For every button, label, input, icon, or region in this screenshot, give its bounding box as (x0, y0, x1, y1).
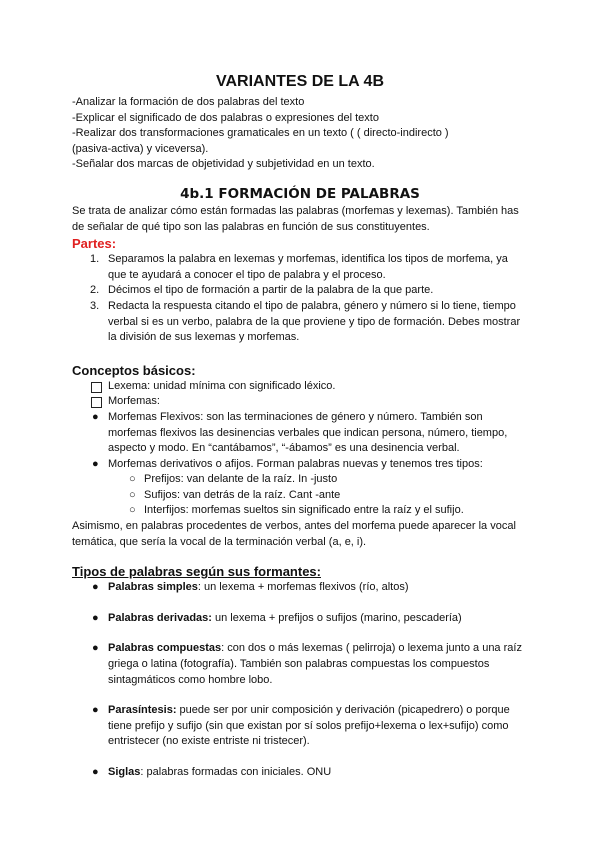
bullet-icon: ● (92, 457, 99, 470)
bullet-icon: ● (92, 704, 99, 717)
checkbox-icon[interactable] (91, 382, 102, 393)
concept-text: Lexema: unidad mínima con significado léxico. (108, 379, 336, 392)
circle-bullet-icon: ○ (129, 488, 136, 501)
tipo-item (72, 611, 528, 627)
concept-text: Morfemas: (108, 395, 160, 408)
tipo-item (72, 765, 528, 781)
concepts-heading: Conceptos básicos: (72, 362, 196, 378)
objective-line: -Señalar dos marcas de objetividad y subjetividad en un texto. (72, 158, 375, 171)
afijo-text: Sufijos: van detrás de la raíz. Cant -ante (144, 488, 341, 501)
afijo-text: Prefijos: van delante de la raíz. In -justo (144, 473, 338, 486)
objectives-list (72, 95, 528, 173)
objective-line: -Analizar la formación de dos palabras del texto (72, 96, 305, 108)
step-number: 3. (90, 299, 100, 312)
bullet-icon: ● (92, 766, 99, 778)
tipo-term: Palabras simples (108, 581, 198, 594)
concept-item-flexivos (72, 410, 528, 457)
afijo-text: Interfijos: morfemas sueltos sin significado entre la raíz y el sufijo. (144, 504, 464, 517)
document-page (72, 72, 528, 796)
tipo-separator: : (221, 642, 228, 655)
tipo-item (72, 703, 528, 750)
objective-line: -Realizar dos transformaciones gramaticales en un texto ( ( directo-indirecto ) (72, 127, 449, 140)
afijos-sublist (108, 472, 528, 519)
step-item (72, 283, 528, 299)
step-text: Separamos la palabra en lexemas y morfemas, identifica los tipos de morfema, ya que te ayudará a conocer el tipo de palabra y el proceso. (108, 253, 508, 281)
objective-line: -Explicar el significado de dos palabras o expresiones del texto (72, 111, 379, 124)
tipos-heading: Tipos de palabras según sus formantes: (72, 564, 321, 580)
tipo-desc: un lexema + morfemas flexivos (río, altos) (204, 581, 409, 594)
tipos-list (72, 580, 528, 780)
step-number: 1. (90, 253, 100, 266)
tipo-term: Palabras derivadas: (108, 611, 212, 624)
concepts-list (72, 379, 528, 519)
section-heading-formacion: 4b.1 FORMACIÓN DE PALABRAS (180, 185, 420, 202)
circle-bullet-icon: ○ (129, 504, 136, 517)
tipo-item (72, 641, 528, 688)
objective-line: (pasiva-activa) y viceversa). (72, 142, 209, 155)
checkbox-icon[interactable] (91, 397, 102, 408)
document-title: VARIANTES DE LA 4B (215, 73, 384, 90)
afijo-item (72, 503, 528, 519)
partes-label: Partes: (72, 236, 117, 252)
step-item (72, 252, 528, 283)
circle-bullet-icon: ○ (129, 473, 136, 486)
tipo-term: Parasíntesis: (108, 704, 177, 717)
tipo-desc: palabras formadas con iniciales. ONU (146, 766, 332, 778)
section-intro: Se trata de analizar cómo están formadas las palabras (morfemas y lexemas). También has de señalar de qué tipo son las palabras en función de sus constituyentes. (72, 204, 519, 233)
tipo-term: Siglas (108, 766, 141, 778)
step-item (72, 299, 528, 346)
tipo-desc: con dos o más lexemas ( pelirroja) o lexema junto a una raíz griega o latina (fotografía). También son palabras compuestas los compuestos sintagmáticos como hombre lobo. (108, 642, 522, 686)
tipo-desc: puede ser por unir composición y derivación (picapedrero) o porque tiene prefijo y sufijo (sin que existan por sí solos prefijo+lexema o lex+sufijo) como entristecer (no existe entriste ni tristecer). (108, 704, 510, 748)
afijo-item (72, 472, 528, 488)
concept-text: Morfemas derivativos o afijos. Forman palabras nuevas y tenemos tres tipos: (108, 457, 483, 470)
tipo-desc: un lexema + prefijos o sufijos (marino, pescadería) (215, 611, 462, 624)
tipo-separator: : (197, 581, 205, 594)
step-text: Redacta la respuesta citando el tipo de palabra, género y número si lo tiene, tiempo verbal si es un verbo, palabra de la que proviene y tipo de formación. Debes mostrar la división de sus lexemas y morfemas. (108, 299, 521, 344)
bullet-icon: ● (92, 410, 99, 423)
concept-item-lexema (72, 379, 528, 395)
step-number: 2. (90, 284, 100, 297)
bullet-icon: ● (92, 581, 99, 594)
bullet-icon: ● (92, 642, 99, 655)
afijo-item (72, 488, 528, 504)
concept-text: Morfemas Flexivos: son las terminaciones de género y número. También son morfemas flexivos las desinencias verbales que indican persona, número, tiempo, aspecto y modo. En “cantábamos”, “-ábamos” es una desinencia verbal. (108, 410, 508, 455)
concept-item-derivativos (72, 457, 528, 519)
tipo-item (72, 580, 528, 596)
concepts-closing: Asimismo, en palabras procedentes de verbos, antes del morfema puede aparecer la vocal temática, que sería la vocal de la terminación verbal (a, e, i). (72, 520, 516, 548)
step-text: Décimos el tipo de formación a partir de la palabra de la que parte. (108, 284, 434, 297)
steps-list (72, 252, 528, 346)
tipo-term: Palabras compuestas (108, 642, 222, 655)
tipo-separator: : (140, 766, 147, 778)
concept-item-morfemas (72, 394, 528, 410)
bullet-icon: ● (92, 611, 99, 624)
